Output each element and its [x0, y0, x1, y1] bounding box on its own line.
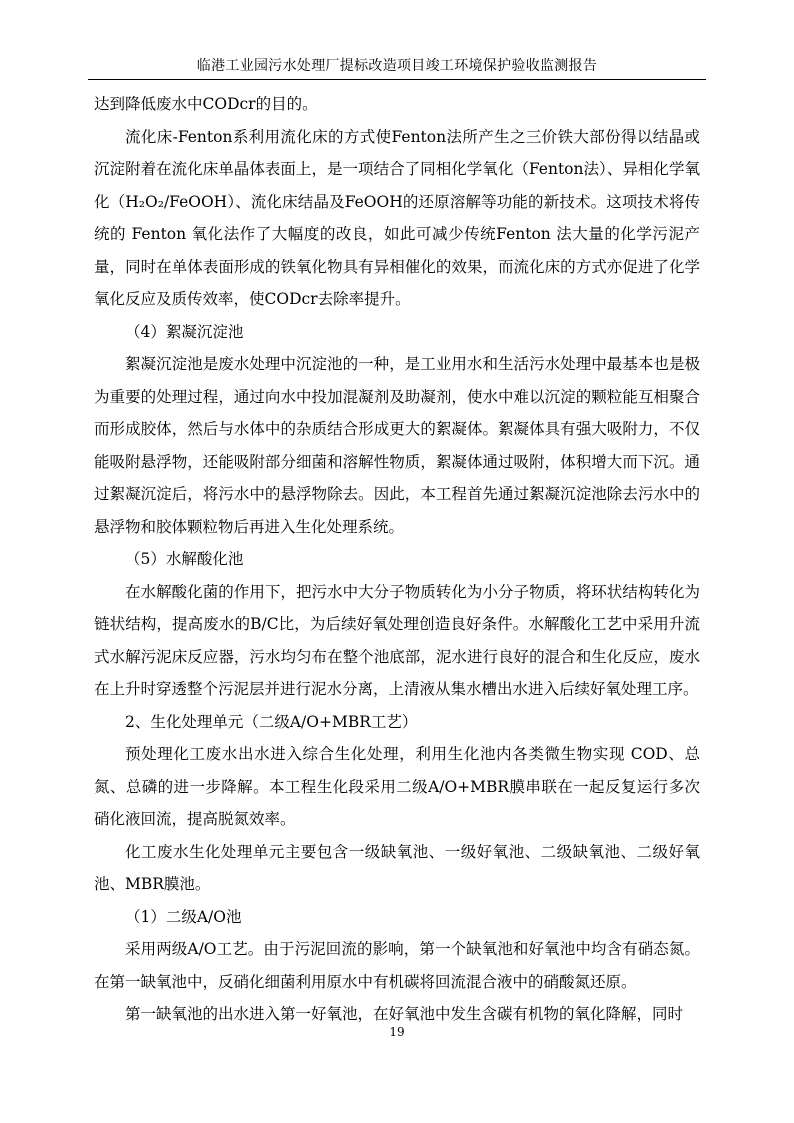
section-heading-hydrolysis-tank: （5）水解酸化池: [125, 550, 244, 568]
paragraph-ao-process: 采用两级A/O工艺。由于污泥回流的影响，第一个缺氧池和好氧池中均含有硝态氮。在第一缺氧池中，反硝化细菌利用原水中有机碳将回流混合液中的硝酸氮还原。: [94, 940, 700, 991]
paragraph-hydrolysis: 在水解酸化菌的作用下，把污水中大分子物质转化为小分子物质，将环状结构转化为链状结构，提高废水的B/C比，为后续好氧处理创造良好条件。水解酸化工艺中采用升流式水解污泥床反应器，污水均匀布在整个池底部，泥水进行良好的混合和生化反应，废水在上升时穿透整个污泥层并进行泥水分离，上清液从集水槽出水进入后续好氧处理工序。: [94, 582, 700, 698]
running-header: 临港工业园污水处理厂提标改造项目竣工环境保护验收监测报告: [196, 58, 598, 74]
report-body: [94, 88, 700, 1031]
paragraph-fluidized-bed-fenton: 流化床-Fenton系利用流化床的方式使Fenton法所产生之三价铁大部份得以结晶或沉淀附着在流化床单晶体表面上，是一项结合了同相化学氧化（Fenton法）、异相化学氧化（H₂O₂/FeOOH）、流化床结晶及FeOOH的还原溶解等功能的新技术。这项技术将传统的 Fenton 氧化法作了大幅度的改良，如此可减少传统Fenton 法大量的化学污泥产量，同时在单体表面形成的铁氧化物具有异相催化的效果，而流化床的方式亦促进了化学氧化反应及质传效率，使CODcr去除率提升。: [94, 127, 700, 308]
paragraph-flocculation: 絮凝沉淀池是废水处理中沉淀池的一种，是工业用水和生活污水处理中最基本也是极为重要的处理过程，通过向水中投加混凝剂及助凝剂，使水中难以沉淀的颗粒能互相聚合而形成胶体，然后与水体中的杂质结合形成更大的絮凝体。絮凝体具有强大吸附力，不仅能吸附悬浮物，还能吸附部分细菌和溶解性物质，絮凝体通过吸附，体积增大而下沉。通过絮凝沉淀后，将污水中的悬浮物除去。因此，本工程首先通过絮凝沉淀池除去污水中的悬浮物和胶体颗粒物后再进入生化处理系统。: [94, 355, 700, 536]
section-heading-ao-tank: （1）二级A/O池: [125, 907, 242, 926]
paragraph-continuation: 达到降低废水中CODcr的目的。: [94, 95, 318, 113]
page-number: 19: [389, 1025, 405, 1039]
paragraph-biochemical-intro: 预处理化工废水出水进入综合生化处理，利用生化池内各类微生物实现 COD、总氮、总磷的进一步降解。本工程生化段采用二级A/O+MBR膜串联在一起反复运行多次硝化液回流，提高脱氮效率。: [94, 745, 700, 828]
paragraph-first-aerobic: 第一缺氧池的出水进入第一好氧池，在好氧池中发生含碳有机物的氧化降解，同时: [125, 1005, 684, 1023]
header-divider: [88, 79, 706, 80]
section-heading-biochemical-unit: 2、生化处理单元（二级A/O+MBR工艺）: [125, 712, 418, 731]
paragraph-biochemical-units: 化工废水生化处理单元主要包含一级缺氧池、一级好氧池、二级缺氧池、二级好氧池、MBR膜池。: [94, 842, 700, 893]
section-heading-flocculation-tank: （4）絮凝沉淀池: [125, 322, 244, 341]
